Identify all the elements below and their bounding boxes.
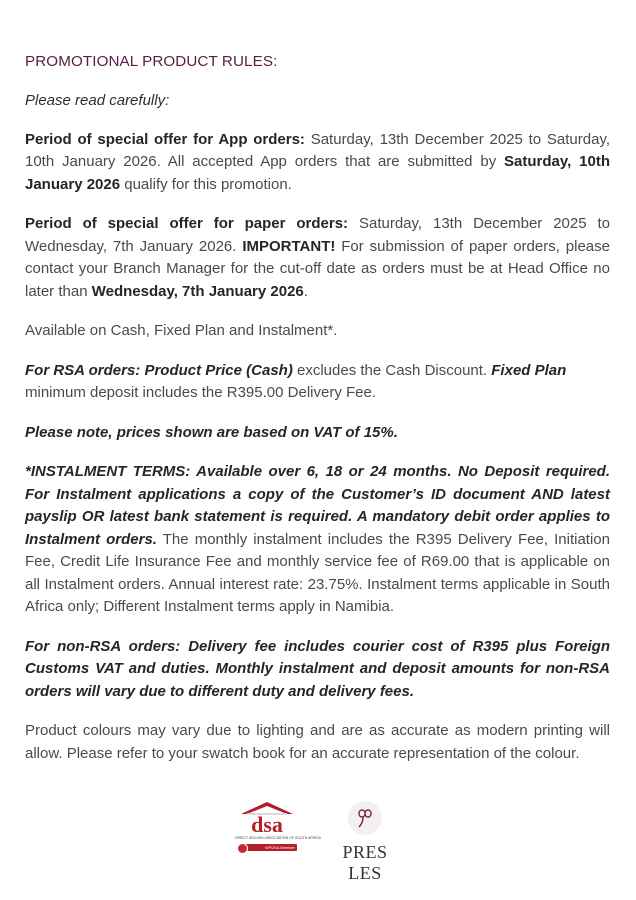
instalment-terms-bold: *INSTALMENT TERMS: Available over 6, 18 or 24 months. No Deposit required. For Instalment applications a copy of the Customer’s ID document AND latest payslip OR latest bank statement is required. A mandatory debit order applies to Instalment orders.	[25, 463, 610, 548]
rsa-orders-label: For RSA orders: Product Price (Cash)	[25, 361, 293, 379]
rsa-orders-paragraph: For RSA orders: Product Price (Cash) excludes the Cash Discount. Fixed Plan minimum deposit includes the R395.00 Delivery Fee.	[25, 361, 567, 401]
dsa-house-icon	[235, 800, 299, 836]
instalment-terms-paragraph: *INSTALMENT TERMS: Available over 6, 18 or 24 months. No Deposit required. For Instalment applications a copy of the Customer’s ID document AND latest payslip OR latest bank statement is required. A mandatory debit order applies to Instalment orders. The monthly instalment includes the R395 Delivery Fee, Initiation Fee, Credit Life Insurance Fee and monthly service fee of R69.00 that is applicable on all Instalment orders. Annual interest rate: 23.75%. Instalment terms applicable in South Africa only; Different Instalment terms apply in Namibia.	[25, 463, 610, 615]
dsa-subtitle: DIRECT SELLING ASSOCIATION OF SOUTH AFRICA	[235, 836, 321, 840]
page-title: PROMOTIONAL PRODUCT RULES:	[25, 53, 278, 70]
intro-text: Please read carefully:	[25, 92, 170, 109]
paper-orders-deadline: Wednesday, 7th January 2026	[91, 282, 304, 300]
presles-logo	[325, 800, 405, 883]
availability-text: Available on Cash, Fixed Plan and Instalment*.	[25, 322, 338, 339]
globe-icon	[237, 843, 248, 854]
brand-name: PRES LES	[342, 842, 388, 883]
promo-rules-document	[25, 51, 610, 782]
colours-note: Product colours may vary due to lighting and are as accurate as modern printing will allow. Please refer to your swatch book for an accurate representation of the colour.	[25, 722, 610, 762]
paper-orders-paragraph: Period of special offer for paper orders: Saturday, 13th December 2025 to Wednesday, 7th January 2026. IMPORTANT! For submission of paper orders, please contact your Branch Manager for the cut-off date as orders must be at Head Office no later than Wednesday, 7th January 2026.	[25, 215, 610, 300]
wfdsa-badge: WFDSA Member	[239, 844, 297, 851]
footer-logos	[235, 800, 415, 883]
dsa-logo	[235, 800, 321, 862]
vat-note: Please note, prices shown are based on VAT of 15%.	[25, 423, 398, 441]
non-rsa-orders-paragraph: For non-RSA orders: Delivery fee includes courier cost of R395 plus Foreign Customs VAT and duties. Monthly instalment and deposit amounts for non-RSA orders will vary due to different duty and delivery fees.	[25, 637, 610, 700]
presles-emblem-icon	[347, 800, 383, 836]
paper-orders-label: Period of special offer for paper orders:	[25, 215, 349, 232]
important-label: IMPORTANT!	[242, 237, 336, 255]
fixed-plan-label: Fixed Plan	[491, 361, 567, 379]
svg-text:dsa: dsa	[251, 812, 283, 836]
app-orders-label: Period of special offer for App orders:	[25, 130, 305, 148]
app-orders-deadline: Saturday, 10th January 2026	[25, 153, 610, 193]
app-orders-paragraph: Period of special offer for App orders: Saturday, 13th December 2025 to Saturday, 10th January 2026. All accepted App orders that are submitted by Saturday, 10th January 2026 qualify for this promotion.	[25, 130, 610, 193]
